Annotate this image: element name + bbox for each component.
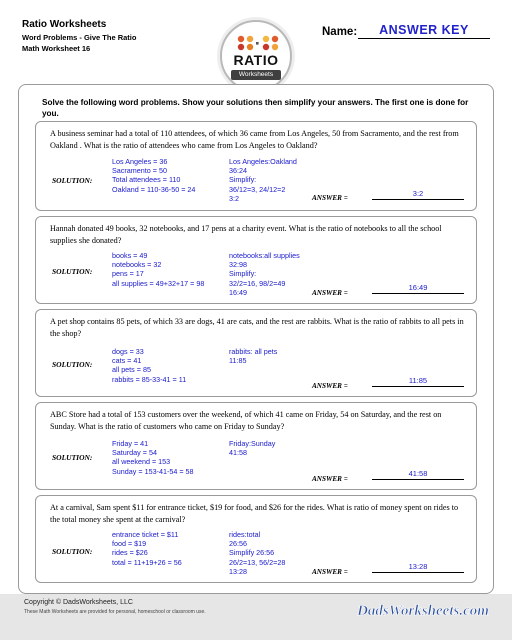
ratio-line: 41:58 xyxy=(229,448,247,458)
solution-line: all supplies = 49+32+17 = 98 xyxy=(112,278,205,288)
solution-line: rabbits = 85-33-41 = 11 xyxy=(112,374,187,384)
ratio-line: 26/2=13, 56/2=28 xyxy=(229,557,286,567)
answer-value: 3:2 xyxy=(372,189,464,200)
problem-card xyxy=(35,121,477,211)
ratio-line: 36/12=3, 24/12=2 xyxy=(229,184,286,194)
problem-question: Hannah donated 49 books, 32 notebooks, and 17 pens at a charity event. What is the ratio of notebooks to all the school supplies she donated? xyxy=(50,224,442,245)
solution-label: SOLUTION: xyxy=(52,267,93,276)
instructions: Solve the following word problems. Show your solutions then simplify your answers. The first one is done for you. xyxy=(42,98,469,118)
ratio-line: rides:total xyxy=(229,530,261,539)
solution-steps xyxy=(112,157,195,194)
solution-steps xyxy=(112,347,186,384)
usage-note: These Math Worksheets are provided for personal, homeschool or classroom use. xyxy=(24,609,206,615)
solution-label: SOLUTION: xyxy=(52,453,93,462)
solution-steps xyxy=(112,251,204,288)
solution-line: total = 11+19+26 = 56 xyxy=(112,557,182,567)
ratio-logo xyxy=(220,20,292,92)
solution-label: SOLUTION: xyxy=(52,176,93,185)
problem-question: A pet shop contains 85 pets, of which 33 are dogs, 41 are cats, and the rest are rabbits. What is the ratio of rabbits to all pets in the shop? xyxy=(50,317,464,338)
solution-line: entrance ticket = $11 xyxy=(112,530,179,539)
ratio-line: 3:2 xyxy=(229,193,239,203)
solution-line: dogs = 33 xyxy=(112,347,144,356)
answer-label: ANSWER = xyxy=(312,382,348,390)
ratio-steps xyxy=(229,347,277,365)
worksheet-title: Ratio Worksheets xyxy=(22,19,107,30)
ratio-steps xyxy=(229,530,285,576)
ratio-line: Los Angeles:Oakland xyxy=(229,157,297,166)
solution-line: all pets = 85 xyxy=(112,365,151,375)
solution-line: Sacramento = 50 xyxy=(112,166,167,176)
solution-line: food = $19 xyxy=(112,539,147,549)
solution-line: books = 49 xyxy=(112,251,148,260)
solution-line: pens = 17 xyxy=(112,269,144,279)
solution-line: notebooks = 32 xyxy=(112,260,162,270)
ratio-line: notebooks:all supplies xyxy=(229,251,300,260)
solution-line: Oakland = 110-36-50 = 24 xyxy=(112,184,196,194)
solution-steps xyxy=(112,530,182,567)
solution-steps xyxy=(112,439,194,476)
ratio-steps xyxy=(229,157,297,203)
problem-question: ABC Store had a total of 153 customers over the weekend, of which 41 came on Friday, 54 on Saturday, and the rest on Sunday. What is the ratio of customers who came on Friday to Sunday? xyxy=(50,410,442,431)
answer-label: ANSWER = xyxy=(312,194,348,202)
ratio-line: 26:56 xyxy=(229,539,247,549)
logo-band: Worksheets xyxy=(231,70,281,80)
solution-line: Los Angeles = 36 xyxy=(112,157,168,166)
ratio-line: 36:24 xyxy=(229,166,247,176)
answer-value: 16:49 xyxy=(372,283,464,294)
worksheet-header xyxy=(22,18,136,54)
ratio-line: Simplify 26:56 xyxy=(229,548,275,558)
solution-line: Total attendees = 110 xyxy=(112,175,181,185)
ratio-line: 13:28 xyxy=(229,566,247,576)
answer-label: ANSWER = xyxy=(312,475,348,483)
solution-line: Sunday = 153-41-54 = 58 xyxy=(112,466,194,476)
logo-word: RATIO xyxy=(233,52,279,68)
dadsworksheets-logo xyxy=(356,598,490,622)
solution-label: SOLUTION: xyxy=(52,360,93,369)
ratio-line: 32:98 xyxy=(229,260,247,270)
problem-question: A business seminar had a total of 110 attendees, of which 36 came from Los Angeles, 50 from Sacramento, and the rest from Oakland . What is the ratio of attendees who came from Los Angeles to Oakland? xyxy=(50,129,459,150)
problem-card xyxy=(35,216,477,304)
ratio-line: 11:85 xyxy=(229,356,247,366)
worksheet-subtitle: Word Problems - Give The Ratio xyxy=(22,33,137,42)
problem-card xyxy=(35,402,477,490)
solution-line: Friday = 41 xyxy=(112,439,149,448)
copyright-text: Copyright © DadsWorksheets, LLC xyxy=(24,599,133,606)
ratio-line: Simplify: xyxy=(229,269,257,279)
answer-value: 13:28 xyxy=(372,562,464,573)
solution-line: all weekend = 153 xyxy=(112,457,171,467)
worksheet-number: Math Worksheet 16 xyxy=(22,44,91,53)
name-label: Name: xyxy=(322,26,358,38)
solution-line: rides = $26 xyxy=(112,548,148,558)
name-field: ANSWER KEY xyxy=(358,22,490,39)
answer-value: 41:58 xyxy=(372,469,464,480)
problem-question: At a carnival, Sam spent $11 for entrance ticket, $19 for food, and $26 for the rides. What is ratio of money spent on rides to the total money she spent at the carnival? xyxy=(50,503,459,524)
colored-dots-icon xyxy=(236,34,280,52)
ratio-line: 32/2=16, 98/2=49 xyxy=(229,278,286,288)
ratio-steps xyxy=(229,439,275,457)
ratio-line: Friday:Sunday xyxy=(229,439,276,448)
brand-text: DadsWorksheets.com xyxy=(357,603,489,619)
ratio-line: Simplify: xyxy=(229,175,257,185)
answer-value: 11:85 xyxy=(372,376,464,387)
problem-card xyxy=(35,495,477,583)
answer-label: ANSWER = xyxy=(312,568,348,576)
ratio-line: 16:49 xyxy=(229,287,247,297)
ratio-line: rabbits: all pets xyxy=(229,347,278,356)
problem-card xyxy=(35,309,477,397)
solution-line: cats = 41 xyxy=(112,356,142,366)
solution-label: SOLUTION: xyxy=(52,547,93,556)
solution-line: Saturday = 54 xyxy=(112,448,157,458)
ratio-steps xyxy=(229,251,300,297)
answer-label: ANSWER = xyxy=(312,289,348,297)
